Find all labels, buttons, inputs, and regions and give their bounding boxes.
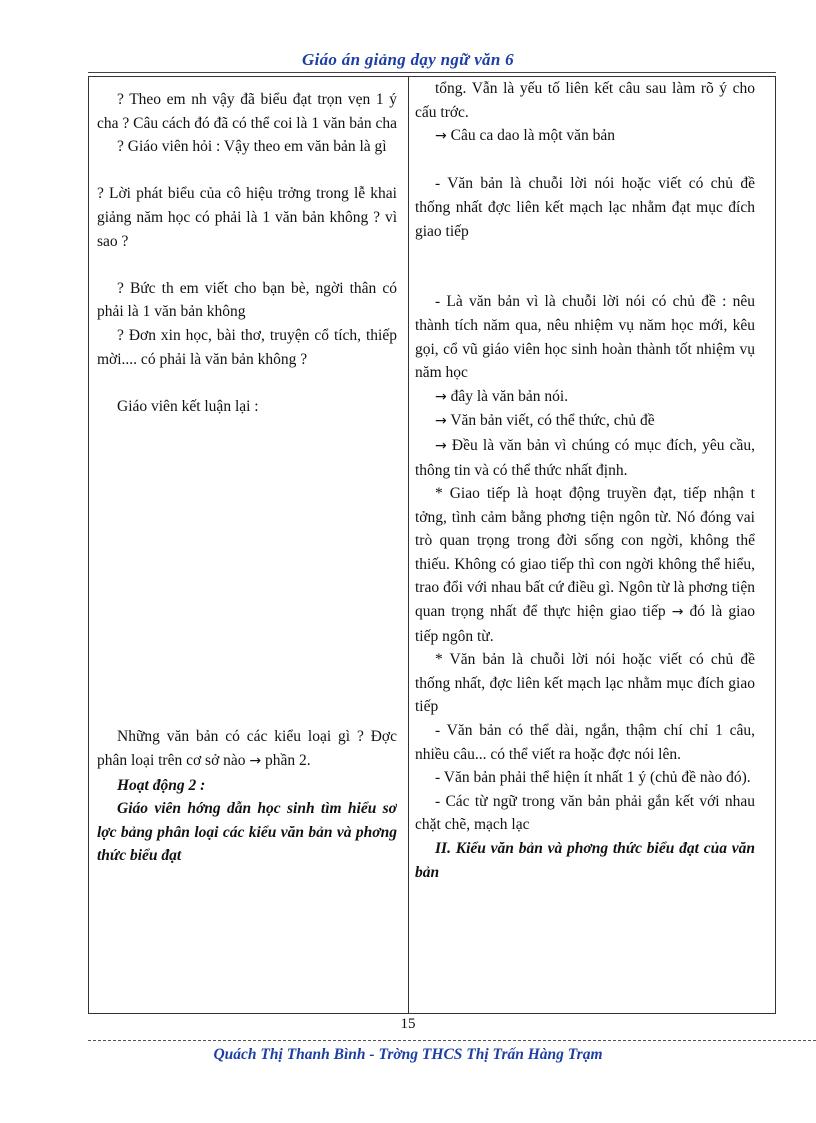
right-paragraph: - Văn bản là chuỗi lời nói hoặc viết có chủ đề thống nhất đợc liên kết mạch lạc nhằm đạt mục đích giao tiếp	[415, 175, 755, 240]
page-header-title: Giáo án giảng dạy ngữ văn 6	[302, 50, 514, 69]
right-paragraph: - Là văn bản vì là chuỗi lời nói có chủ đề : nêu thành tích năm qua, nêu nhiệm vụ năm học mới, kêu gọi, cổ vũ giáo viên học sinh hoàn thành tốt nhiệm vụ năm học	[415, 293, 755, 382]
right-paragraph: - Văn bản phải thể hiện ít nhất 1 ý (chủ đề nào đó).	[435, 769, 751, 787]
right-text: Câu ca dao là một văn bản	[450, 127, 616, 145]
left-paragraph: ? Lời phát biểu của cô hiệu trởng trong lễ khai giảng năm học có phải là 1 văn bản không ? vì sao ?	[97, 185, 397, 250]
right-text: đó là giao tiếp ngôn từ.	[415, 603, 755, 645]
activity-heading: Hoạt động 2 :	[117, 776, 206, 794]
right-arrow-icon: →	[435, 437, 447, 454]
left-text: Những văn bản có các kiểu loại gì ? Đợc phân loại trên cơ sở nào	[97, 728, 397, 769]
left-paragraph: ? Giáo viên hỏi : Vậy theo em văn bản là gì	[117, 138, 387, 156]
right-column	[415, 77, 755, 1013]
right-arrow-icon: →	[249, 752, 262, 769]
right-arrow-icon: →	[435, 128, 447, 145]
left-blank-space	[97, 418, 397, 725]
right-text: Văn bản viết, có thể thức, chủ đề	[450, 412, 655, 430]
activity-description: Giáo viên hớng dẫn học sinh tìm hiểu sơ lợc bảng phân loại các kiểu văn bản và phơng thức biểu đạt	[97, 800, 397, 865]
right-arrow-icon: →	[435, 413, 447, 430]
right-arrow-icon: →	[435, 388, 447, 405]
header-rule	[88, 72, 776, 73]
left-column	[97, 77, 397, 1013]
page-number: 15	[400, 1016, 416, 1032]
left-text: phần 2.	[265, 751, 311, 769]
right-text: đây là văn bản nói.	[450, 387, 569, 405]
right-paragraph	[415, 482, 755, 648]
left-paragraph: ? Đơn xin học, bài thơ, truyện cổ tích, thiếp mời.... có phải là văn bản không ?	[97, 326, 397, 368]
lesson-table	[88, 76, 776, 1014]
left-gap	[97, 253, 397, 277]
section-heading: II. Kiểu văn bản và phơng thức biểu đạt của văn bản	[415, 840, 755, 881]
left-paragraph	[97, 725, 397, 773]
footer-rule	[88, 1040, 816, 1041]
left-gap	[97, 159, 397, 183]
right-text: * Giao tiếp là hoạt động truyền đạt, tiếp nhận t tởng, tình cảm bằng phơng tiện ngôn từ. Nó đóng vai trò quan trọng trong đời sống con ngời, không thể thiếu. Không có giao tiếp thì con ngời không thể hiểu, trao đổi với nhau bất cứ điều gì. Ngôn từ là phơng tiện quan trọng nhất để thực hiện giao tiếp	[415, 485, 755, 621]
right-paragraph: * Văn bản là chuỗi lời nói hoặc viết có chủ đề thống nhất, đợc liên kết mạch lạc nhằm mục đích giao tiếp	[415, 651, 755, 716]
right-paragraph: - Các từ ngữ trong văn bản phải gắn kết với nhau chặt chẽ, mạch lạc	[415, 792, 755, 834]
right-text: Đều là văn bản vì chúng có mục đích, yêu cầu, thông tin và có thể thức nhất định.	[415, 436, 755, 479]
right-paragraph	[415, 385, 755, 410]
right-paragraph	[415, 434, 755, 482]
column-divider	[408, 77, 409, 1013]
left-gap	[97, 371, 397, 395]
left-paragraph: ? Bức th em viết cho bạn bè, ngời thân có phải là 1 văn bản không	[97, 279, 397, 321]
page-footer-author: Quách Thị Thanh Bình - Trờng THCS Thị Trấn Hàng Trạm	[213, 1046, 603, 1063]
left-paragraph: ? Theo em nh vậy đã biểu đạt trọn vẹn 1 ý cha ? Câu cách đó đã có thể coi là 1 văn bản cha	[97, 91, 397, 132]
right-paragraph	[415, 124, 755, 149]
right-arrow-icon: →	[671, 604, 684, 621]
right-paragraph: - Văn bản có thể dài, ngắn, thậm chí chỉ 1 câu, nhiều câu... có thể viết ra hoặc đợc nói lên.	[415, 722, 755, 763]
right-paragraph	[415, 409, 755, 434]
right-paragraph: tổng. Vẫn là yếu tố liên kết câu sau làm rõ ý cho cấu trớc.	[415, 80, 755, 121]
left-paragraph: Giáo viên kết luận lại :	[117, 397, 259, 415]
